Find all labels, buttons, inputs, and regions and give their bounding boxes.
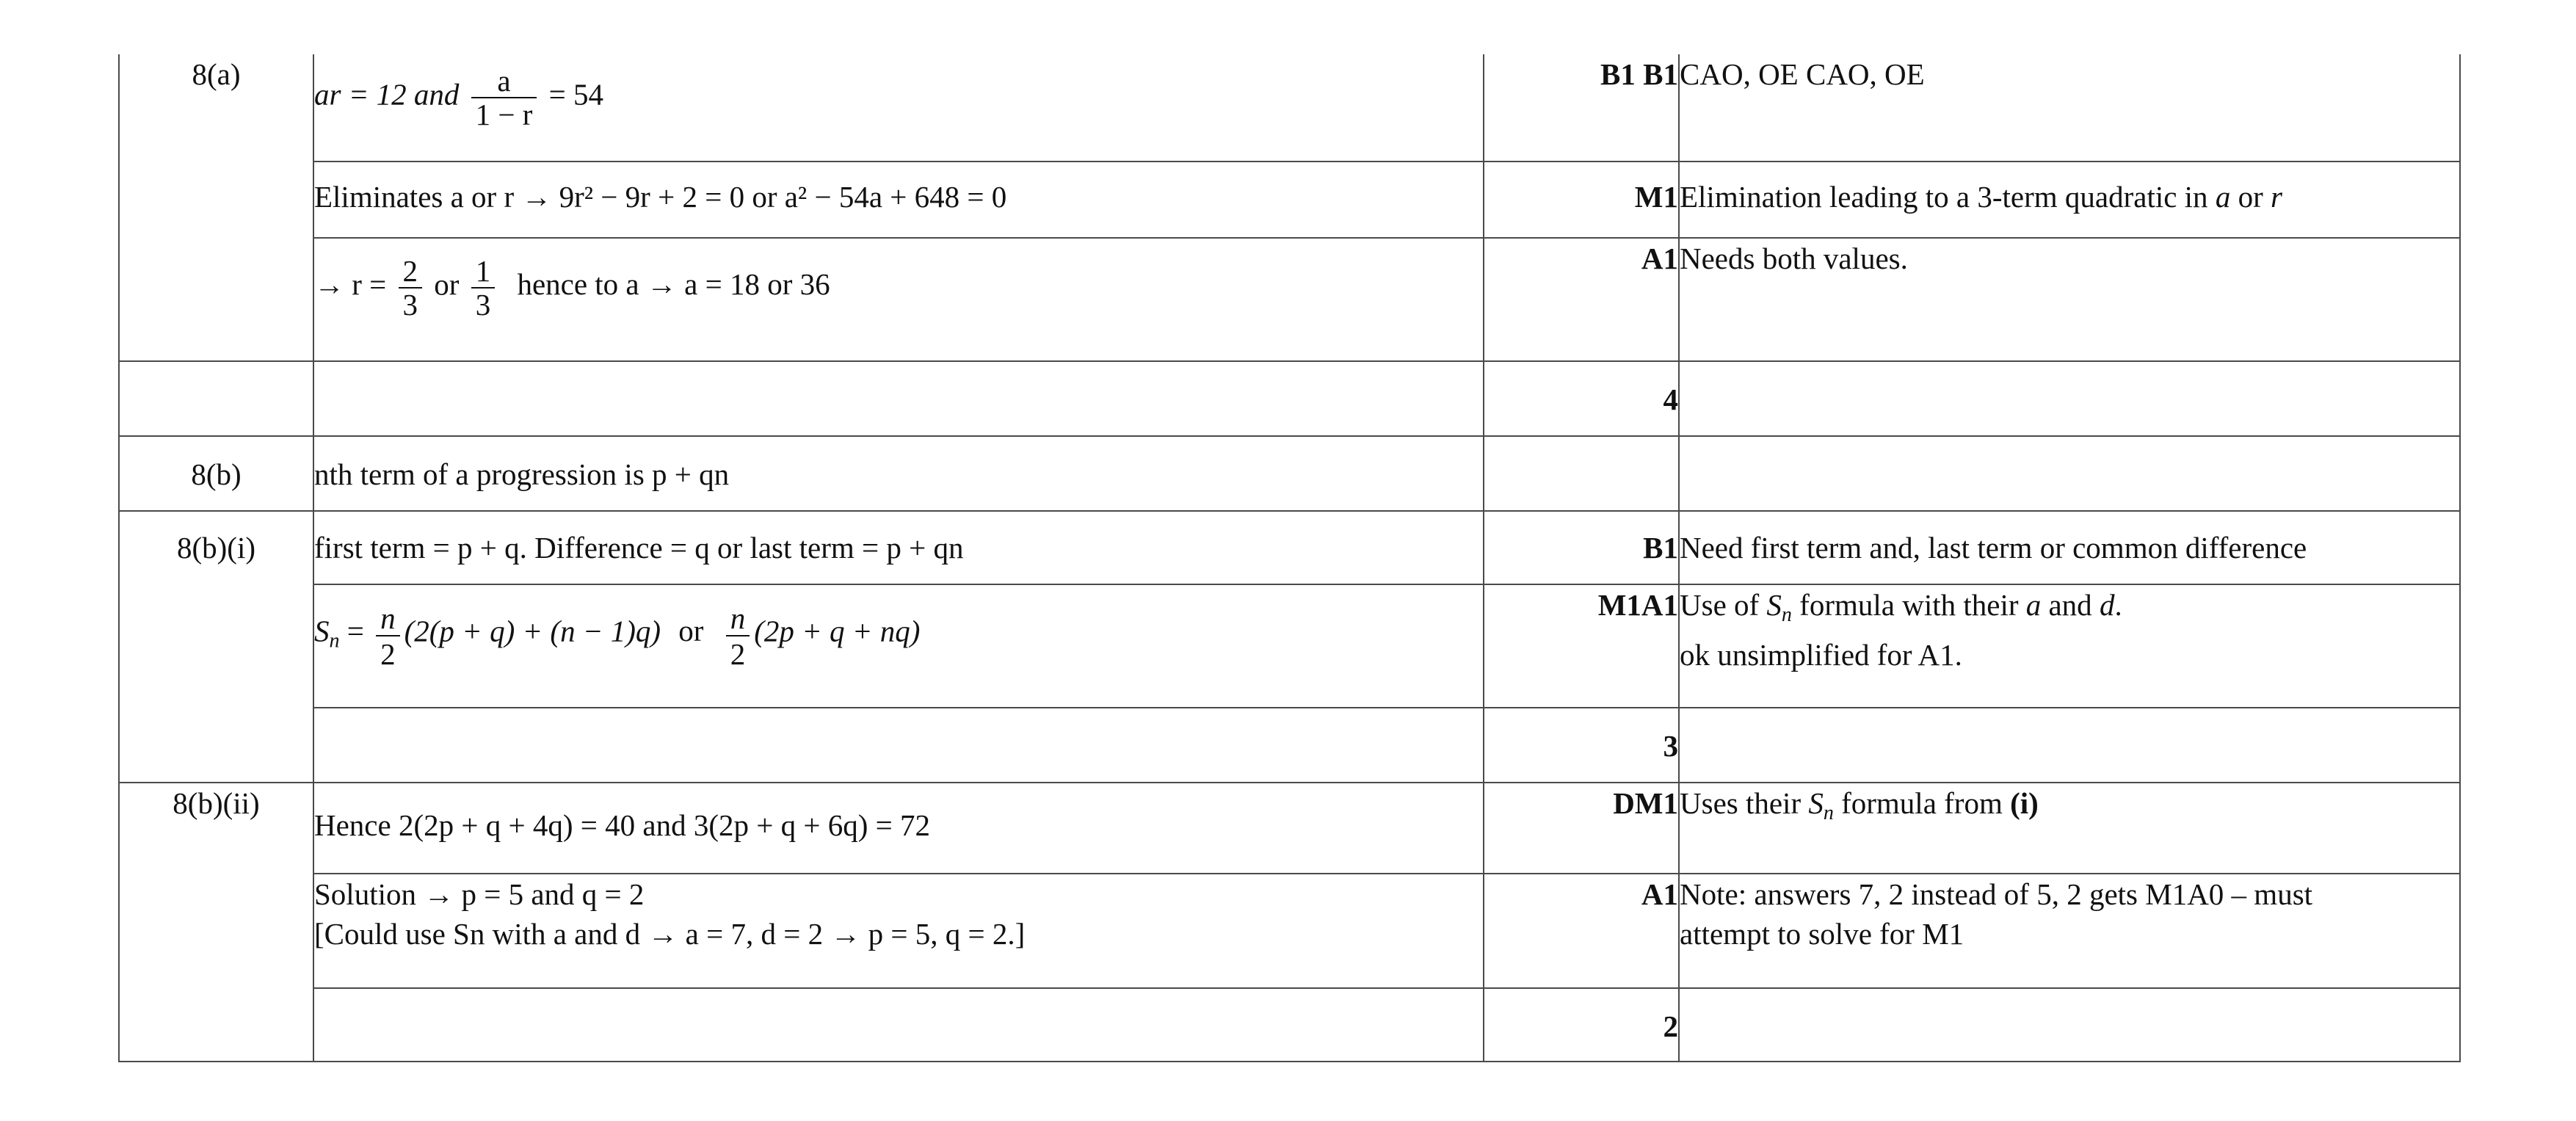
guidance-text: . [2114, 588, 2122, 622]
guidance-text: formula with their [1791, 588, 2026, 622]
question-label: 8(b) [119, 436, 313, 511]
empty-cell [313, 361, 1484, 436]
guidance-cell: Need first term and, last term or common difference [1679, 511, 2460, 584]
answer-text: ar = 12 and [314, 77, 460, 112]
table-row [119, 874, 2460, 988]
answer-cell [313, 874, 1484, 988]
table-row [119, 436, 2460, 511]
fraction [399, 255, 423, 321]
table-row [119, 584, 2460, 708]
mark-cell: B1 B1 [1484, 54, 1679, 162]
guidance-cell: Needs both values. [1679, 238, 2460, 361]
empty-cell [119, 361, 313, 436]
mark-cell: A1 [1484, 874, 1679, 988]
fraction-numerator: n [726, 601, 750, 636]
table-row [119, 238, 2460, 361]
guidance-cell [1679, 783, 2460, 874]
answer-cell [313, 584, 1484, 708]
fraction-denominator: 2 [730, 637, 746, 671]
answer-text: → r = [314, 267, 387, 302]
empty-cell [1679, 361, 2460, 436]
guidance-line: attempt to solve for M1 [1680, 917, 1964, 951]
guidance-text: formula from [1833, 786, 2011, 820]
mark-scheme-table [118, 54, 2461, 1062]
answer-text: = 54 [548, 77, 604, 112]
answer-cell [313, 54, 1484, 162]
mark-cell: M1A1 [1484, 584, 1679, 708]
guidance-text: d [2099, 588, 2115, 622]
answer-text: (2p + q + nq) [754, 614, 921, 648]
fraction-denominator: 2 [380, 637, 396, 671]
fraction-numerator: 1 [471, 255, 496, 289]
guidance-text: S [1766, 588, 1782, 622]
fraction [376, 598, 400, 670]
empty-cell [1679, 708, 2460, 783]
guidance-text: a [2025, 588, 2042, 622]
guidance-text: r [2270, 180, 2282, 214]
subscript: n [1823, 802, 1834, 824]
answer-cell: Hence 2(2p + q + 4q) = 40 and 3(2p + q + 6q) = 72 [313, 783, 1484, 874]
guidance-cell: CAO, OE CAO, OE [1679, 54, 2460, 162]
table-row [119, 511, 2460, 584]
table-row [119, 162, 2460, 238]
answer-text: hence to a → a = 18 or 36 [517, 267, 830, 302]
guidance-text: a [2215, 180, 2231, 214]
guidance-text: Uses their [1680, 786, 1809, 820]
fraction-denominator: 1 − r [475, 98, 533, 131]
question-label: 8(a) [119, 54, 313, 361]
empty-cell [1679, 436, 2460, 511]
total-mark: 4 [1484, 361, 1679, 436]
fraction [471, 65, 537, 131]
guidance-text: (i) [2010, 786, 2039, 820]
guidance-cell [1679, 584, 2460, 708]
answer-cell: nth term of a progression is p + qn [313, 436, 1484, 511]
table-row [119, 361, 2460, 436]
fraction-denominator: 3 [475, 288, 491, 322]
subscript: n [1781, 603, 1792, 626]
table-row [119, 708, 2460, 783]
fraction-numerator: 2 [399, 255, 423, 289]
guidance-text: and [2041, 588, 2100, 622]
answer-line: [Could use Sn with a and d → a = 7, d = 2 → p = 5, q = 2.] [314, 917, 1026, 951]
guidance-line: ok unsimplified for A1. [1680, 638, 1962, 672]
subscript: n [329, 629, 340, 653]
mark-cell: A1 [1484, 238, 1679, 361]
fraction-denominator: 3 [402, 288, 418, 322]
question-label: 8(b)(ii) [119, 783, 313, 1062]
answer-cell: Eliminates a or r → 9r² − 9r + 2 = 0 or a² − 54a + 648 = 0 [313, 162, 1484, 238]
mark-cell: B1 [1484, 511, 1679, 584]
fraction [726, 598, 750, 670]
guidance-line: Note: answers 7, 2 instead of 5, 2 gets M1A0 – must [1680, 877, 2313, 911]
answer-cell [313, 238, 1484, 361]
fraction-numerator: n [376, 601, 400, 636]
answer-line: Solution → p = 5 and q = 2 [314, 877, 645, 911]
empty-cell [1679, 988, 2460, 1062]
answer-text: or [434, 267, 460, 302]
fraction-numerator: a [471, 65, 537, 98]
total-mark: 3 [1484, 708, 1679, 783]
table-row [119, 54, 2460, 162]
table-row [119, 988, 2460, 1062]
guidance-text: Use of [1680, 588, 1767, 622]
empty-cell [313, 708, 1484, 783]
guidance-cell [1679, 874, 2460, 988]
total-mark: 2 [1484, 988, 1679, 1062]
guidance-cell [1679, 162, 2460, 238]
guidance-text: or [2230, 180, 2271, 214]
guidance-text: Elimination leading to a 3-term quadratic in [1680, 180, 2216, 214]
question-label: 8(b)(i) [119, 511, 313, 783]
answer-cell: first term = p + q. Difference = q or last term = p + qn [313, 511, 1484, 584]
empty-cell [313, 988, 1484, 1062]
answer-text: S [314, 614, 330, 648]
fraction [471, 255, 496, 321]
guidance-line [1680, 585, 2459, 635]
mark-cell: M1 [1484, 162, 1679, 238]
answer-text: or [678, 614, 704, 648]
answer-text: (2(p + q) + (n − 1)q) [404, 614, 661, 648]
mark-cell: DM1 [1484, 783, 1679, 874]
table-row [119, 783, 2460, 874]
guidance-text: S [1808, 786, 1824, 820]
empty-cell [1484, 436, 1679, 511]
answer-text: = [339, 614, 364, 648]
